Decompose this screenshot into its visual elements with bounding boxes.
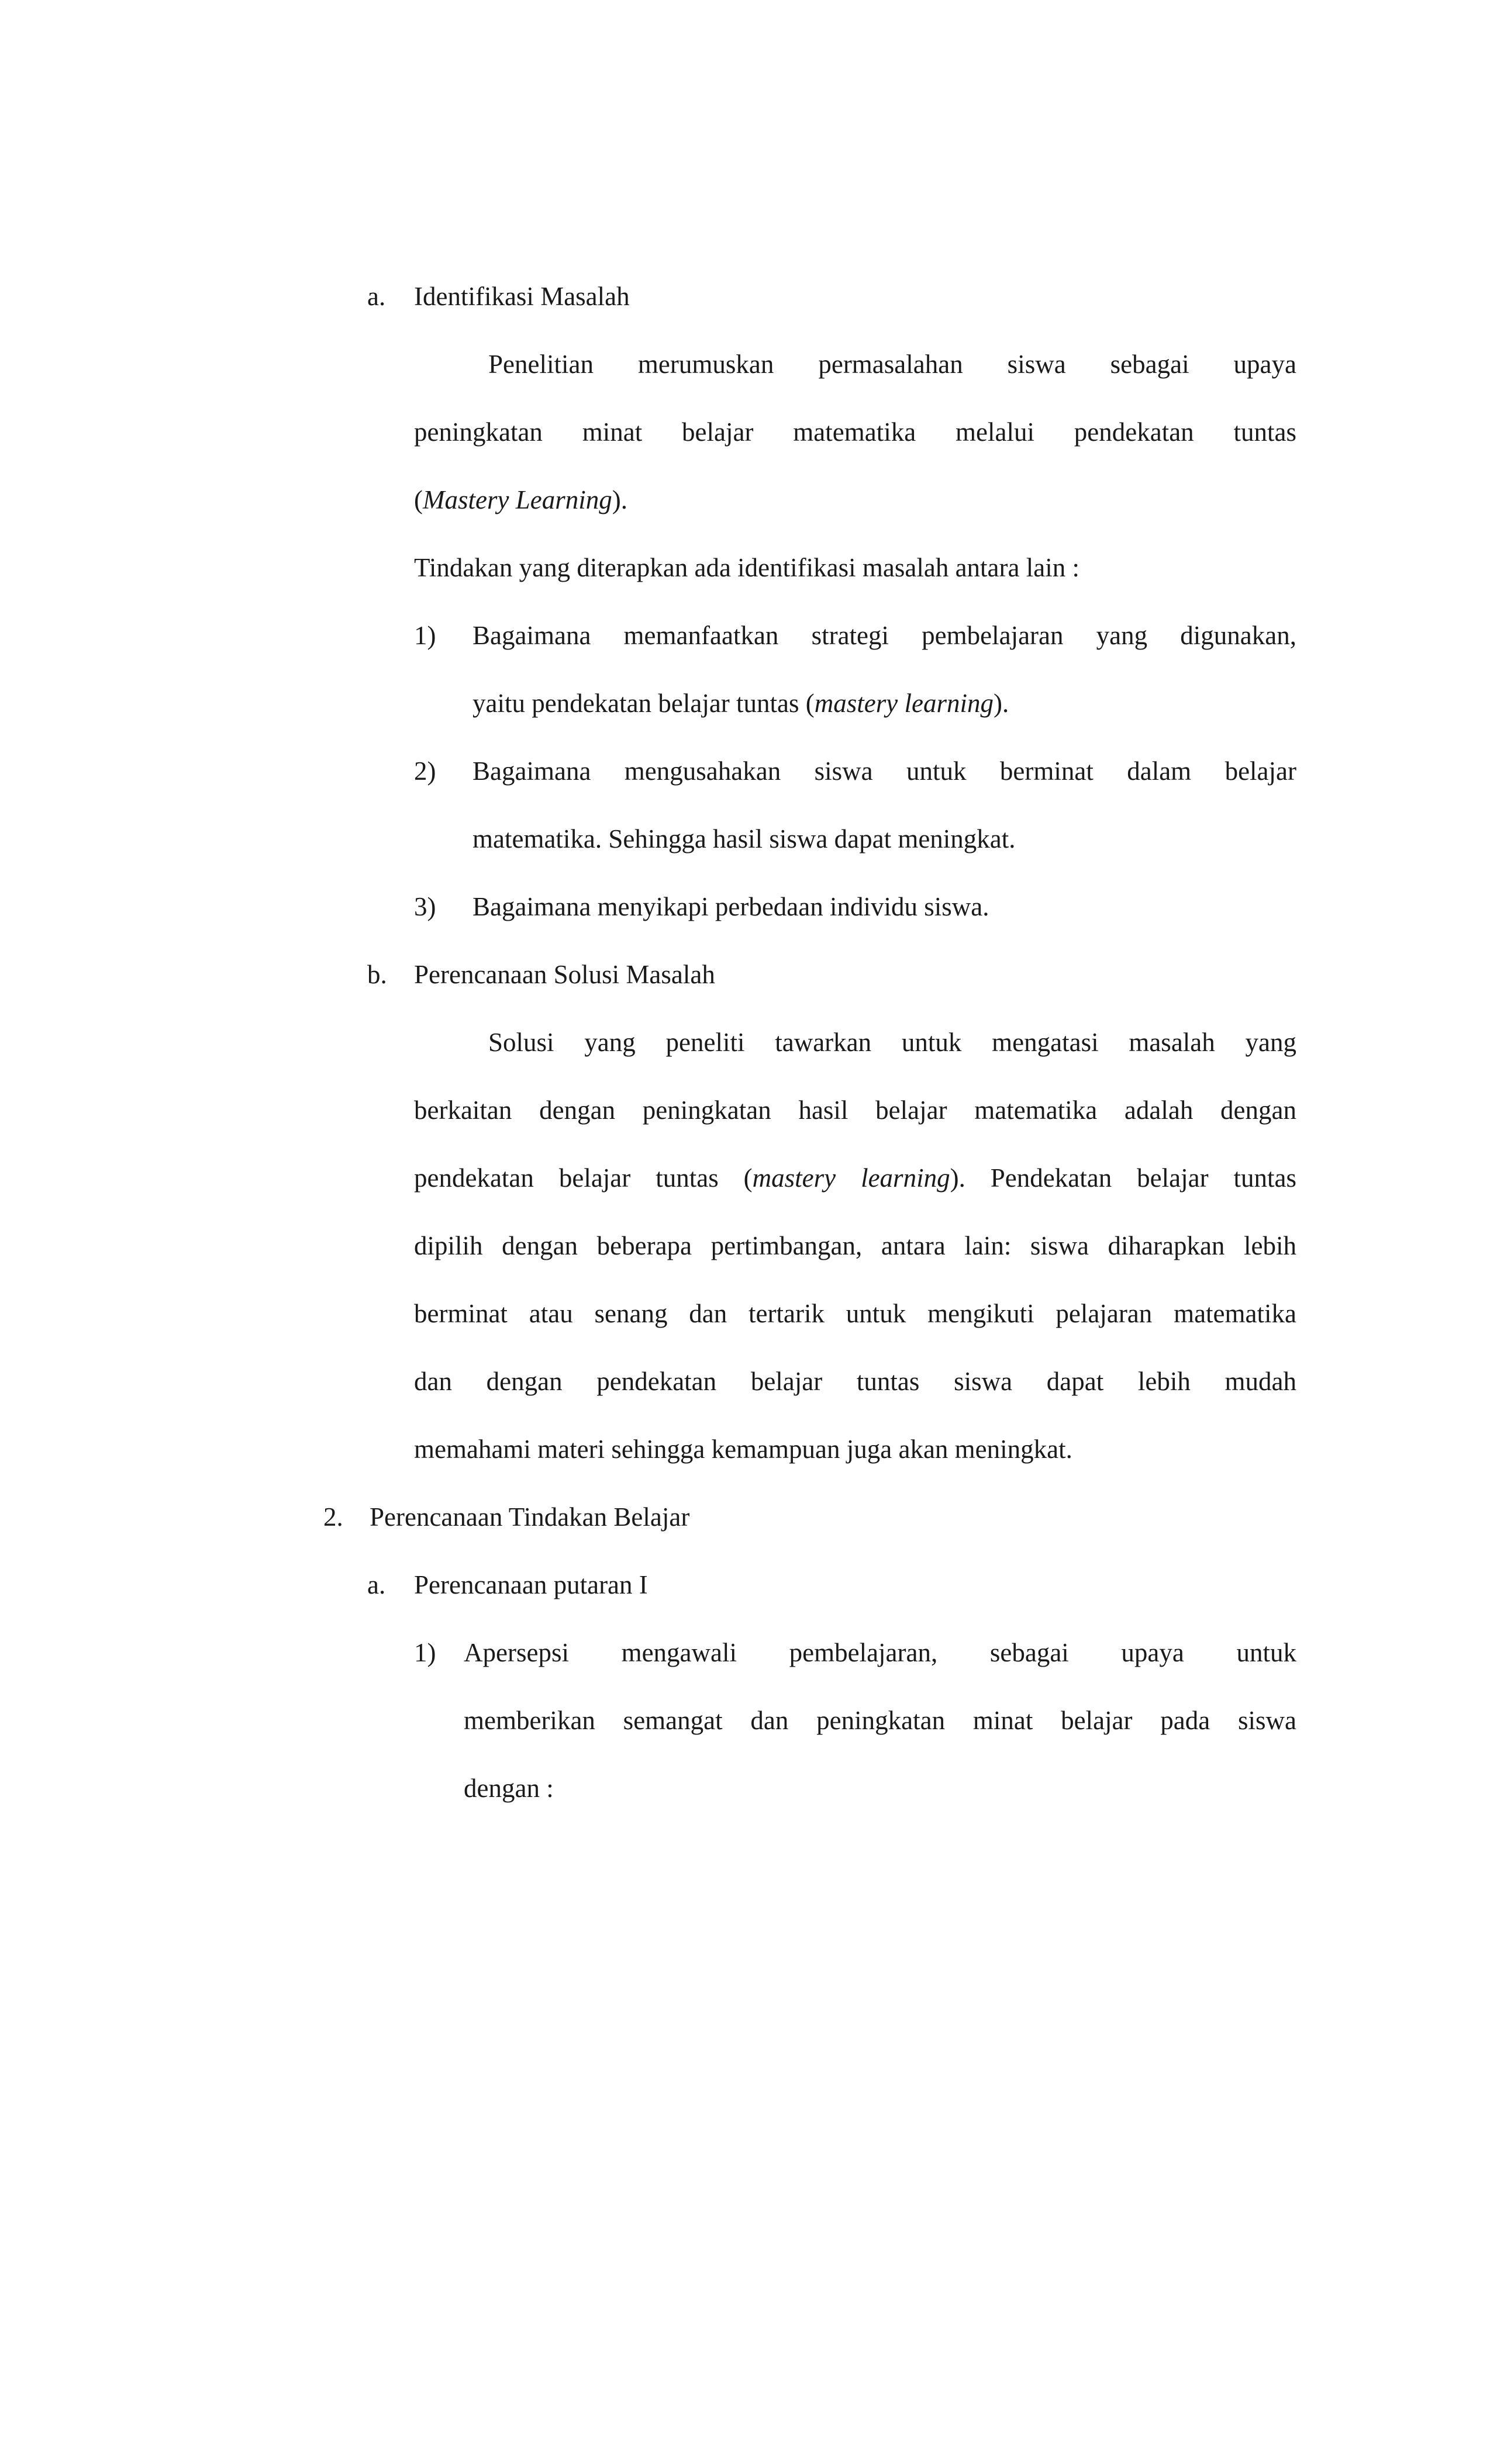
section-a-item-3-number: 3) (414, 892, 436, 921)
section-a-intro: Tindakan yang diterapkan ada identifikasi masalah antara lain : (414, 553, 1079, 582)
section-b-line-6: dan dengan pendekatan belajar tuntas siswa dapat lebih mudah (414, 1367, 1296, 1396)
section-2a-item-1-number: 1) (414, 1638, 436, 1667)
section-b-line-1: Solusi yang peneliti tawarkan untuk mengatasi masalah yang (488, 1028, 1296, 1057)
section-b-line-5: berminat atau senang dan tertarik untuk mengikuti pelajaran matematika (414, 1299, 1296, 1328)
section-b-line-2: berkaitan dengan peningkatan hasil belajar matematika adalah dengan (414, 1096, 1296, 1125)
section-a-item-1-line-1: Bagaimana memanfaatkan strategi pembelajaran yang digunakan, (472, 621, 1296, 650)
section-a-item-2-line-1: Bagaimana mengusahakan siswa untuk berminat dalam belajar (472, 756, 1296, 786)
section-2a-item-1-line-1: Apersepsi mengawali pembelajaran, sebagai upaya untuk (464, 1638, 1296, 1667)
section-b-heading: Perencanaan Solusi Masalah (414, 960, 715, 989)
section-a-item-2-line-2: matematika. Sehingga hasil siswa dapat meningkat. (472, 824, 1016, 853)
section-b-line-3: pendekatan belajar tuntas (mastery learning). Pendekatan belajar tuntas (414, 1163, 1297, 1193)
section-b-line-7: memahami materi sehingga kemampuan juga akan meningkat. (414, 1435, 1072, 1464)
section-a-marker: a. (367, 282, 386, 311)
section-a-item-3-line-1: Bagaimana menyikapi perbedaan individu siswa. (472, 892, 989, 921)
section-a-item-2-number: 2) (414, 756, 436, 786)
section-2a-marker: a. (367, 1570, 386, 1599)
section-a-para-line-1: Penelitian merumuskan permasalahan siswa sebagai upaya (488, 350, 1296, 379)
section-b-marker: b. (367, 960, 387, 989)
section-2-heading: Perencanaan Tindakan Belajar (370, 1502, 690, 1532)
section-2a-item-1-line-3: dengan : (464, 1774, 554, 1803)
section-a-item-1-line-2: yaitu pendekatan belajar tuntas (mastery learning). (472, 689, 1009, 718)
section-a-item-1-number: 1) (414, 621, 436, 650)
section-2a-heading: Perencanaan putaran I (414, 1570, 648, 1599)
section-b-line-4: dipilih dengan beberapa pertimbangan, antara lain: siswa diharapkan lebih (414, 1231, 1296, 1260)
section-2-marker: 2. (323, 1502, 343, 1532)
section-a-para-line-3: (Mastery Learning). (414, 485, 627, 514)
section-a-heading: Identifikasi Masalah (414, 282, 630, 311)
section-2a-item-1-line-2: memberikan semangat dan peningkatan minat belajar pada siswa (464, 1706, 1296, 1735)
section-a-para-line-2: peningkatan minat belajar matematika melalui pendekatan tuntas (414, 417, 1296, 447)
